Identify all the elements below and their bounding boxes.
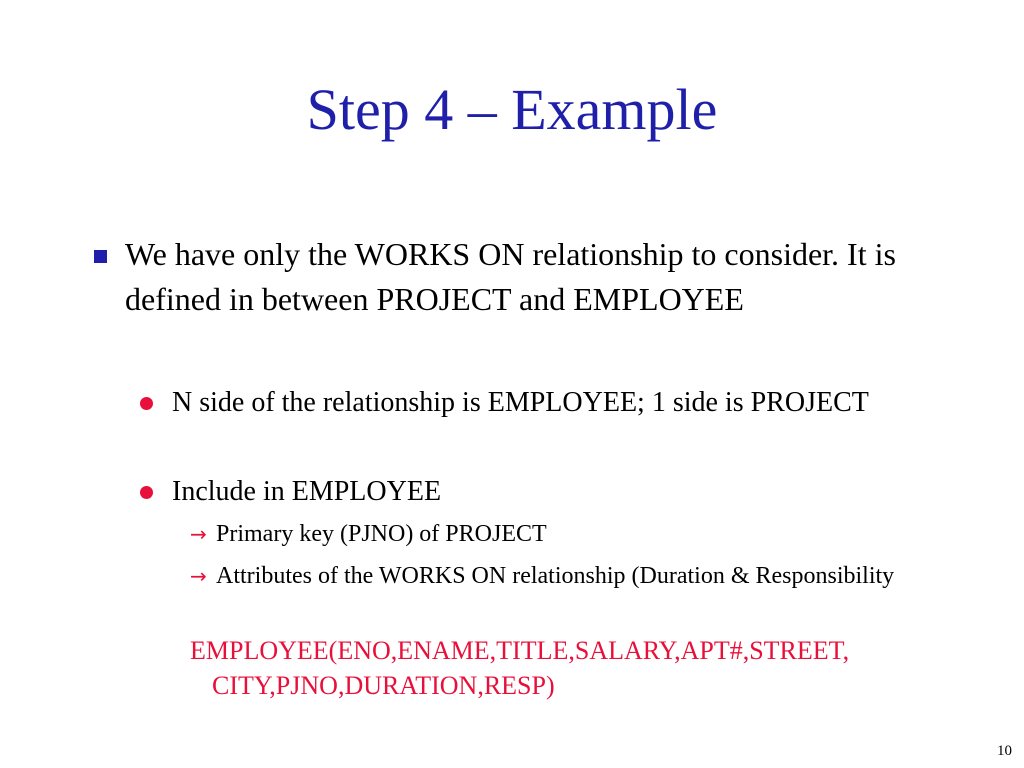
bullet-item-level3	[190, 518, 910, 551]
bullet-item-level1	[90, 232, 910, 322]
bullet-text: We have only the WORKS ON relationship to consider. It is defined in between PROJECT and EMPLOYEE	[125, 236, 896, 317]
slide-title: Step 4 – Example	[306, 77, 718, 142]
arrow-right-icon: →	[190, 522, 207, 546]
bullet-item-level3	[190, 560, 910, 593]
round-bullet-icon	[140, 486, 153, 499]
page-number: 10	[997, 743, 1012, 759]
bullet-text: Include in EMPLOYEE	[172, 476, 442, 507]
arrow-right-icon: →	[190, 564, 207, 588]
schema-line: CITY,PJNO,DURATION,RESP)	[212, 671, 555, 700]
schema-definition	[190, 633, 930, 703]
schema-line: EMPLOYEE(ENO,ENAME,TITLE,SALARY,APT#,STREET,	[190, 636, 850, 665]
round-bullet-icon	[140, 397, 153, 410]
bullet-text: Attributes of the WORKS ON relationship (Duration & Responsibility	[216, 563, 895, 589]
square-bullet-icon	[94, 250, 107, 263]
bullet-text: N side of the relationship is EMPLOYEE; 1 side is PROJECT	[172, 387, 869, 418]
bullet-item-level2	[140, 384, 900, 421]
bullet-text: Primary key (PJNO) of PROJECT	[216, 521, 547, 547]
bullet-item-level2	[140, 473, 900, 510]
